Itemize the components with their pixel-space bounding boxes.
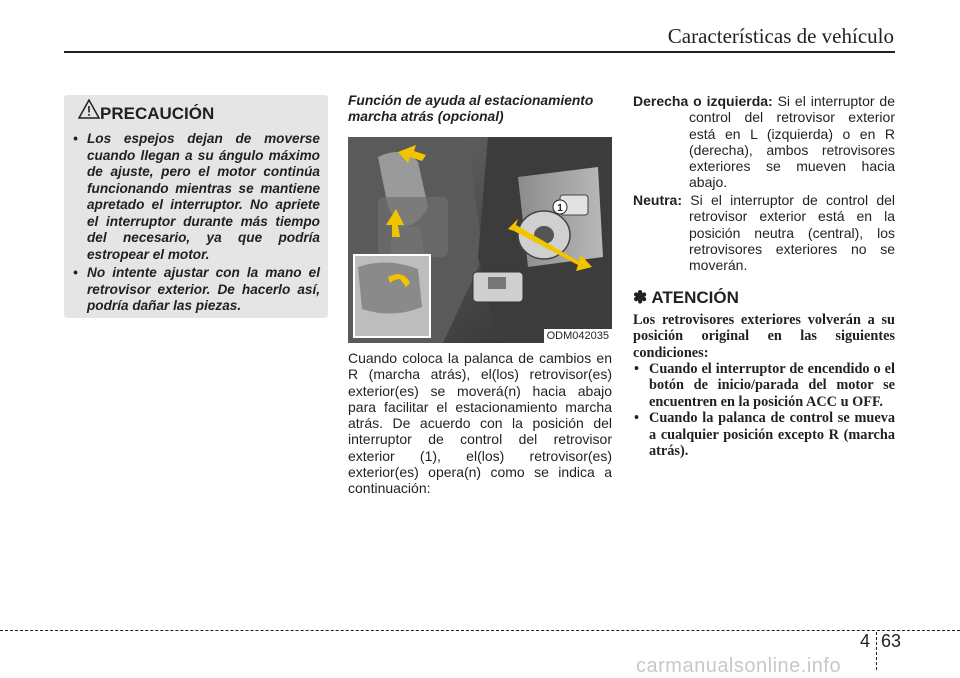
section-body: Cuando coloca la palanca de cambios en R (marcha atrás), el(los) retrovisor(es) exterior(es) se moverá(n) hacia abajo para facilitar el estacionamiento marcha atrás. De acuerdo con la posición del interruptor de control del retrovisor exterior (1), el(los) retrovisor(es) exterior(es) opera(n) como se indica a continuación: (348, 350, 612, 497)
figure-mirror-control (348, 137, 612, 343)
page-divider (876, 632, 877, 670)
figure-callout: 1 (557, 203, 563, 214)
definition-term: Neutra: (633, 192, 683, 208)
section-title: Función de ayuda al estacionamiento marcha atrás (opcional) (348, 93, 594, 124)
definition-desc: Si el interruptor de control del retrovisor exterior está en L (izquierda) o en R (derecha), ambos retrovisores exteriores se mueven hacia abajo. (689, 93, 895, 191)
definition-neutral (633, 192, 895, 273)
figure-illustration (348, 137, 612, 343)
figure-code: ODM042035 (544, 329, 612, 343)
page-header-title: Características de vehículo (667, 24, 894, 48)
section-number: 4 (860, 631, 871, 651)
watermark: carmanualsonline.info (636, 655, 842, 677)
caution-item: • Los espejos dejan de moverse cuando llegan a su ángulo máximo de ajuste, pero el motor continúa funcionando mientras se mantiene apretado el interruptor. No apriete el interruptor durante más tiempo del necesario, ya que podría estropear el motor. (72, 131, 320, 263)
definition-text (633, 192, 895, 273)
attention-item: • Cuando el interruptor de encendido o el botón de inicio/parada del motor se encuentren en la posición ACC u OFF. (633, 361, 895, 410)
header-rule (64, 51, 895, 53)
caution-list (72, 131, 320, 317)
attention-list (633, 361, 895, 459)
attention-item: • Cuando la palanca de control se mueva a cualquier posición excepto R (marcha atrás). (633, 410, 895, 459)
definition-text (633, 93, 895, 191)
caution-title: PRECAUCIÓN (100, 104, 215, 123)
warning-triangle-icon (78, 99, 100, 119)
page-number: 63 (881, 631, 902, 651)
caution-item: • No intente ajustar con la mano el retrovisor exterior. De hacerlo así, podría dañar las piezas. (72, 265, 320, 315)
attention-title: ✽ ATENCIÓN (633, 288, 739, 307)
definition-term: Derecha o izquierda: (633, 93, 773, 109)
definition-desc: Si el interruptor de control del retrovisor exterior está en la posición neutra (central), los retrovisores exteriores no se moverán. (689, 192, 896, 274)
attention-body: Los retrovisores exteriores volverán a su posición original en las siguientes condiciones: (633, 312, 895, 361)
footer-rule (0, 630, 960, 631)
definition-left-right (633, 93, 895, 191)
